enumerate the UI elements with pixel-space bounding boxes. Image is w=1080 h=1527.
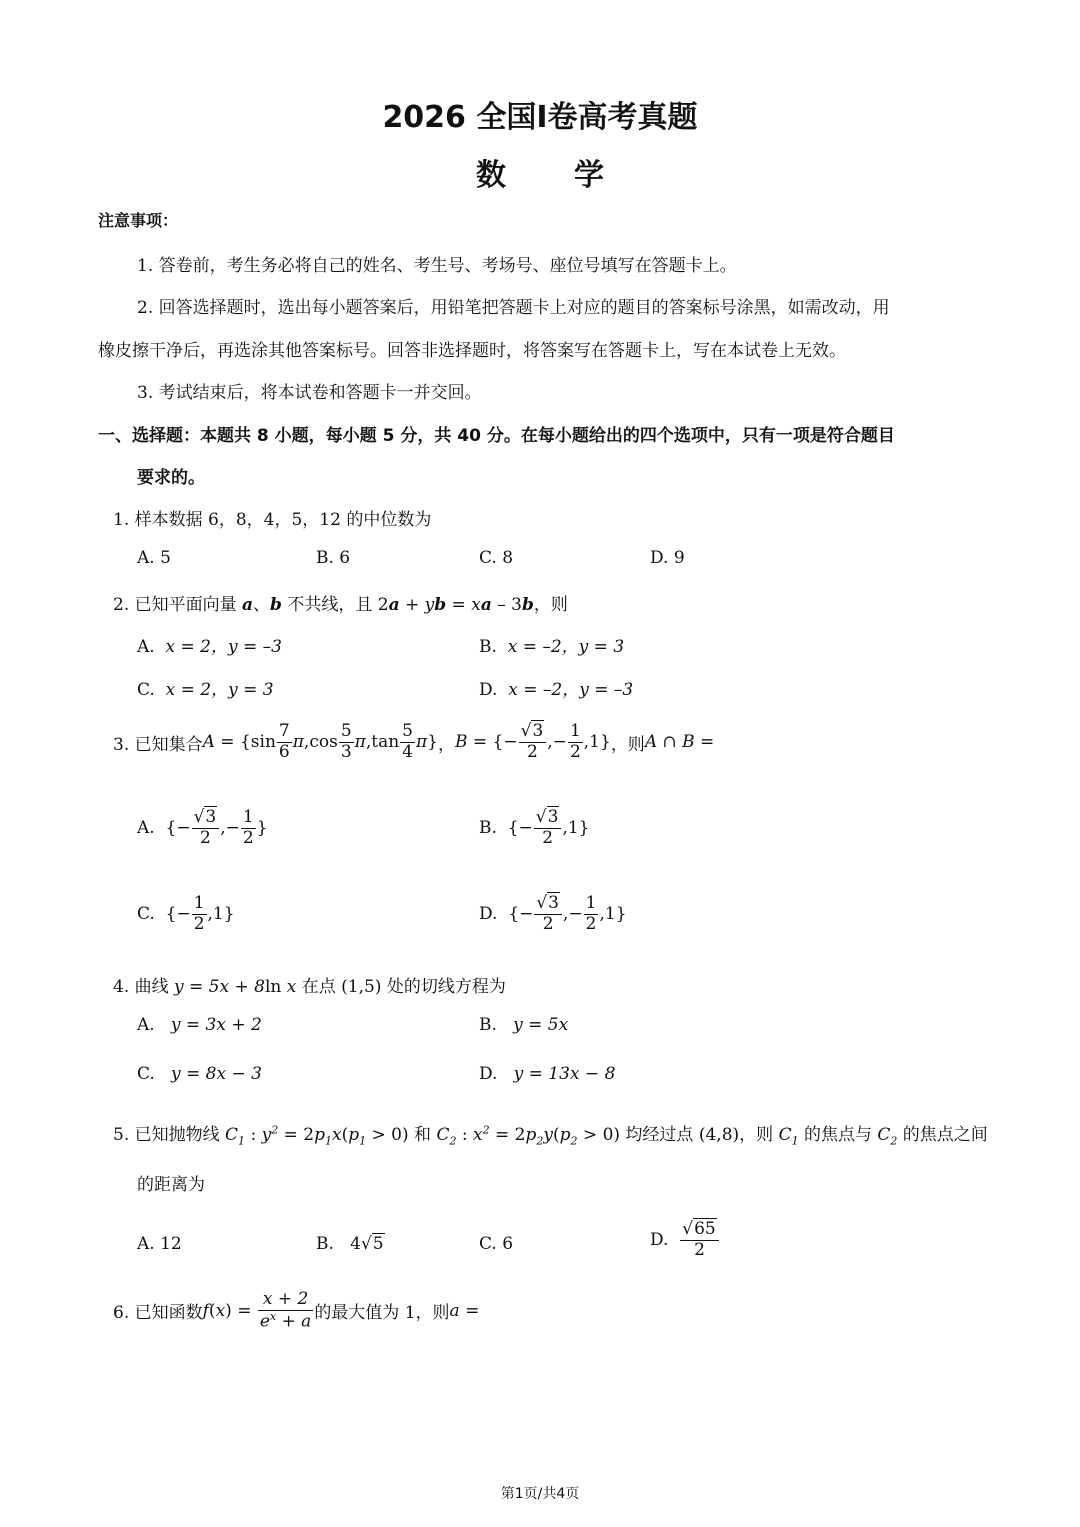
q2-option-b: B. x = –2，y = 3	[479, 637, 625, 657]
q6-stem: 6. 已知函数 f ( x ) = $\frac{x + 2}{e^x + a}$ 的最大值为 1，则 a =	[113, 1289, 480, 1332]
q5-stem-line-1: 5. 已知抛物线 $C_1$ : $y^2 = 2p_1x(p_1 > 0)$ 和 $C_2$ : $x^2 = 2p_2y(p_2 > 0)$ 均经过点 (4,8)，则 $C_1$ 的焦点与 $C_2$ 的焦点之间	[113, 1123, 988, 1148]
curve-expression: y = 5x + 8ln x	[174, 977, 297, 997]
q4-stem: 4. 曲线 y = 5x + 8ln x 在点 (1,5) 处的切线方程为	[113, 977, 506, 997]
q2-option-a: A. x = 2，y = –3	[137, 637, 282, 657]
notice-item-2-line-2: 橡皮擦干净后，再选涂其他答案标号。回答非选择题时，将答案写在答题卡上，写在本试卷上无效。	[98, 341, 846, 361]
subject-char-2: 学	[574, 158, 604, 193]
q4-option-c: C. y = 8x − 3	[137, 1064, 262, 1084]
set-b-expression: B = {− $\frac{√3}{2}$ ,− $\frac{1}{2}$ ,1}	[455, 721, 611, 762]
q4-option-a: A. y = 3x + 2	[137, 1015, 262, 1035]
q3-option-b: B. {− $\frac{√3}{2}$ ,1}	[479, 807, 590, 848]
q3-option-d: D. {− $\frac{√3}{2}$ ,− $\frac{1}{2}$ ,1}	[479, 893, 627, 934]
q2-mid2: 不共线，且	[281, 595, 378, 615]
q2-option-d: D. x = –2，y = –3	[479, 680, 634, 700]
q3-stem: 3. 已知集合 A = {sin $\frac{7}{6}$ π ,cos $\frac{5}{3}$ π ,tan $\frac{5}{4}$ π } ， B = {− $\frac{√3}{2}$ ,− $\frac{1}{2}$ ,1} ，则 A ∩ B =	[113, 721, 715, 762]
set-a-expression: A = {sin $\frac{7}{6}$ π ,cos $\frac{5}{3}$ π ,tan $\frac{5}{4}$ π }	[202, 721, 438, 762]
q5-stem-line-2: 的距离为	[137, 1175, 205, 1195]
q2-option-c: C. x = 2，y = 3	[137, 680, 274, 700]
point-expression: (1,5)	[341, 977, 382, 997]
q2-stem	[113, 590, 568, 615]
section-1-line-2: 要求的。	[137, 468, 205, 488]
parabola-c2: $C_2$ : $x^2 = 2p_2y(p_2 > 0)$	[436, 1123, 621, 1148]
subject-title	[0, 150, 1080, 194]
q2-prefix: 2. 已知平面向量	[113, 595, 243, 615]
exam-title: 2026 全国Ⅰ卷高考真题	[382, 100, 698, 135]
q1-stem: 1. 样本数据 6，8，4，5，12 的中位数为	[113, 510, 432, 530]
q5-option-a: A. 12	[137, 1234, 182, 1254]
notice-title: 注意事项：	[98, 211, 179, 230]
vector-a: a	[242, 595, 254, 615]
notice-item-2-line-1: 2. 回答选择题时，选出每小题答案后，用铅笔把答题卡上对应的题目的答案标号涂黑，如需改动，用	[137, 298, 890, 318]
q2-mid1: 、	[253, 595, 271, 615]
subject-char-1: 数	[476, 158, 506, 193]
q2-equation: 2a + yb = xa – 3b	[377, 595, 534, 615]
q3-option-c: C. {− $\frac{1}{2}$ ,1}	[137, 893, 235, 934]
q1-option-b: B. 6	[316, 548, 351, 568]
q1-option-c: C. 8	[479, 548, 514, 568]
q2-suffix: ，则	[533, 595, 568, 615]
section-1-line-1: 一、选择题：本题共 8 小题，每小题 5 分，共 40 分。在每小题给出的四个选项中，只有一项是符合题目	[98, 426, 895, 446]
q1-option-a: A. 5	[137, 548, 171, 568]
notice-item-1: 1. 答卷前，考生务必将自己的姓名、考生号、考场号、座位号填写在答题卡上。	[137, 256, 737, 276]
q1-option-d: D. 9	[650, 548, 685, 568]
q5-option-b: B. 4√5	[316, 1234, 384, 1254]
q3-option-a: A. {− $\frac{√3}{2}$ ,− $\frac{1}{2}$ }	[137, 807, 268, 848]
q5-option-c: C. 6	[479, 1234, 514, 1254]
parabola-c1: $C_1$ : $y^2 = 2p_1x(p_1 > 0)$	[225, 1123, 409, 1148]
q4-option-b: B. y = 5x	[479, 1015, 569, 1035]
page-number: 第1页/共4页	[500, 1486, 580, 1502]
q5-option-d: D. $\frac{√65}{2}$	[650, 1220, 720, 1260]
notice-item-3: 3. 考试结束后，将本试卷和答题卡一并交回。	[137, 383, 482, 403]
q4-option-d: D. y = 13x − 8	[479, 1064, 616, 1084]
vector-b: b	[270, 595, 282, 615]
intersection-expression: A ∩ B =	[644, 732, 715, 753]
function-expression: f ( x ) = $\frac{x + 2}{e^x + a}$	[202, 1289, 312, 1332]
